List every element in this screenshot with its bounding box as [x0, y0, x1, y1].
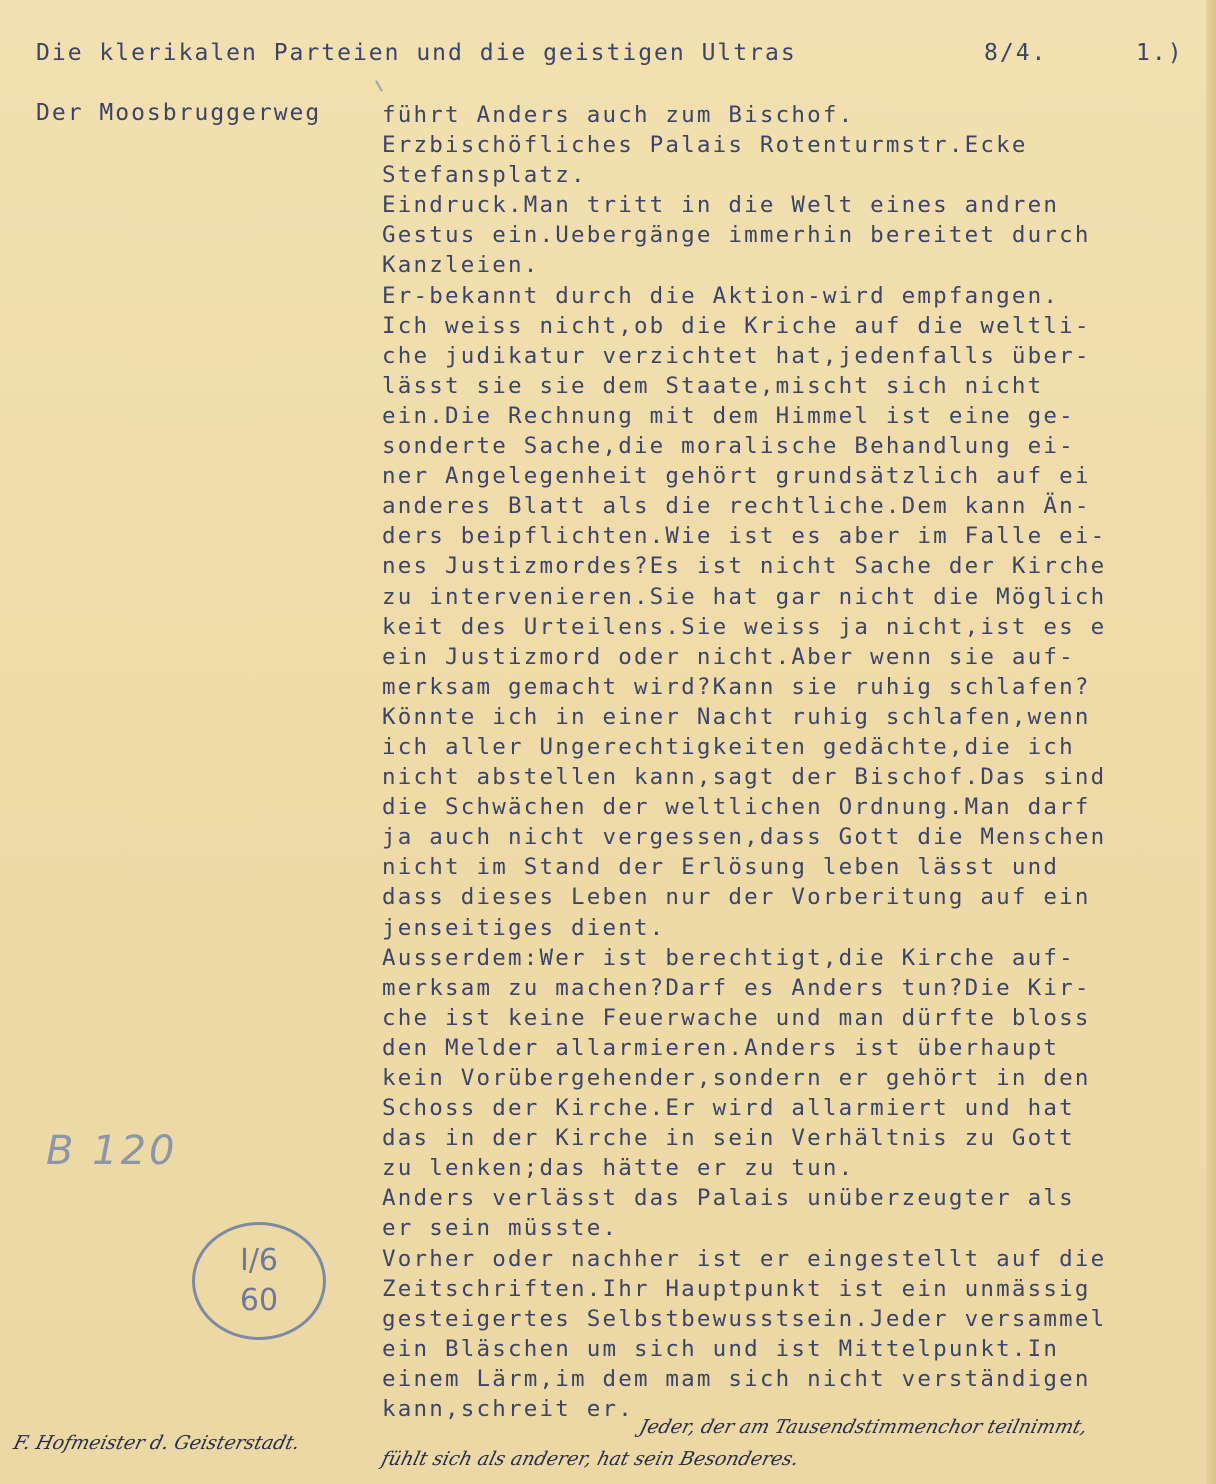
text-line: che ist keine Feuerwache und man dürfte bloss [382, 1004, 1091, 1031]
text-line: die Schwächen der weltlichen Ordnung.Man darf [382, 794, 1091, 821]
text-line: jenseitiges dient. [382, 914, 666, 941]
document-title: Die klerikalen Parteien und die geistigen Ultras [36, 40, 797, 66]
text-line: ich aller Ungerechtigkeiten gedächte,die ich [382, 733, 1075, 760]
text-line: Eindruck.Man tritt in die Welt eines andren [382, 192, 1060, 219]
text-line: Anders verlässt das Palais unüberzeugter als [382, 1185, 1075, 1212]
text-line: nicht abstellen kann,sagt der Bischof.Das sind [382, 764, 1107, 791]
text-line: Vorher oder nachher ist er eingestellt auf die [382, 1245, 1107, 1272]
text-line: nicht im Stand der Erlösung leben lässt und [382, 854, 1060, 881]
text-line: Er-bekannt durch die Aktion-wird empfangen. [382, 282, 1060, 309]
text-line: zu lenken;das hätte er zu tun. [382, 1155, 855, 1182]
text-line: sonderte Sache,die moralische Behandlung ei- [382, 433, 1075, 460]
text-line: kein Vorübergehender,sondern er gehört in den [382, 1065, 1091, 1091]
text-line: anderes Blatt als die rechtliche.Dem kann Än- [382, 493, 1091, 520]
text-line: er sein müsste. [382, 1215, 619, 1242]
text-line: zu intervenieren.Sie hat gar nicht die Möglich [382, 583, 1107, 610]
text-line: Erzbischöfliches Palais Rotenturmstr.Ecke [382, 132, 1028, 159]
text-line: che judikatur verzichtet hat,jedenfalls über- [382, 342, 1091, 369]
text-line: ner Angelegenheit gehört grundsätzlich auf ei [382, 463, 1091, 490]
text-line: lässt sie sie dem Staate,mischt sich nicht [382, 372, 1044, 399]
text-line: merksam gemacht wird?Kann sie ruhig schlafen? [382, 673, 1091, 700]
text-line: das in der Kirche in sein Verhältnis zu Gott [382, 1125, 1075, 1152]
text-line: ein Bläschen um sich und ist Mittelpunkt.In [382, 1335, 1060, 1362]
text-line: ja auch nicht vergessen,dass Gott die Menschen [382, 824, 1107, 851]
stamp-line-1: I/6 [239, 1243, 279, 1278]
text-line: ders beipflichten.Wie ist es aber im Falle ei- [382, 523, 1107, 550]
text-line: Ausserdem:Wer ist berechtigt,die Kirche auf- [382, 944, 1075, 971]
text-line: kann,schreit er. [382, 1396, 634, 1423]
text-line: keit des Urteilens.Sie weiss ja nicht,ist es e [382, 613, 1107, 640]
archive-stamp [192, 1222, 326, 1340]
handwritten-margin-note: F. Hofmeister d. Geisterstadt. [11, 1432, 303, 1454]
text-line: Zeitschriften.Ihr Hauptpunkt ist ein unmässig [382, 1275, 1091, 1302]
body-text [382, 100, 1212, 1450]
section-label: Der Moosbruggerweg [36, 100, 322, 126]
text-line: Könnte ich in einer Nacht ruhig schlafen,wenn [382, 703, 1091, 730]
document-header [36, 40, 1186, 74]
stamp-line-2: 60 [239, 1283, 279, 1318]
handwritten-inline-note-2: fühlt sich als anderer, hat sein Besonderes. [379, 1448, 802, 1470]
archive-code: B 120 [46, 1128, 178, 1174]
document-date: 8/4. [984, 40, 1048, 66]
handwritten-inline-note-1: Jeder, der am Tausendstimmenchor teilnimmt, [637, 1416, 1090, 1438]
text-line: Schoss der Kirche.Er wird allarmiert und hat [382, 1095, 1075, 1122]
text-line: gesteigertes Selbstbewusstsein.Jeder versammel [382, 1305, 1107, 1332]
page-number: 1.) [1136, 40, 1184, 66]
text-line: Ich weiss nicht,ob die Kriche auf die weltli- [382, 312, 1091, 339]
text-line: Gestus ein.Uebergänge immerhin bereitet durch [382, 222, 1091, 249]
text-line: ein.Die Rechnung mit dem Himmel ist eine ge- [382, 402, 1075, 429]
text-line: Kanzleien. [382, 252, 540, 279]
text-line: merksam zu machen?Darf es Anders tun?Die Kir- [382, 974, 1091, 1001]
text-line: Stefansplatz. [382, 162, 587, 189]
text-line: ein Justizmord oder nicht.Aber wenn sie auf- [382, 643, 1075, 670]
text-line: einem Lärm,im dem mam sich nicht verständigen [382, 1365, 1091, 1392]
text-line: nes Justizmordes?Es ist nicht Sache der Kirche [382, 553, 1107, 580]
text-line: den Melder allarmieren.Anders ist überhaupt [382, 1034, 1060, 1061]
text-line: führt Anders auch zum Bischof. [382, 102, 855, 128]
text-line: dass dieses Leben nur der Vorberitung auf ein [382, 884, 1091, 911]
